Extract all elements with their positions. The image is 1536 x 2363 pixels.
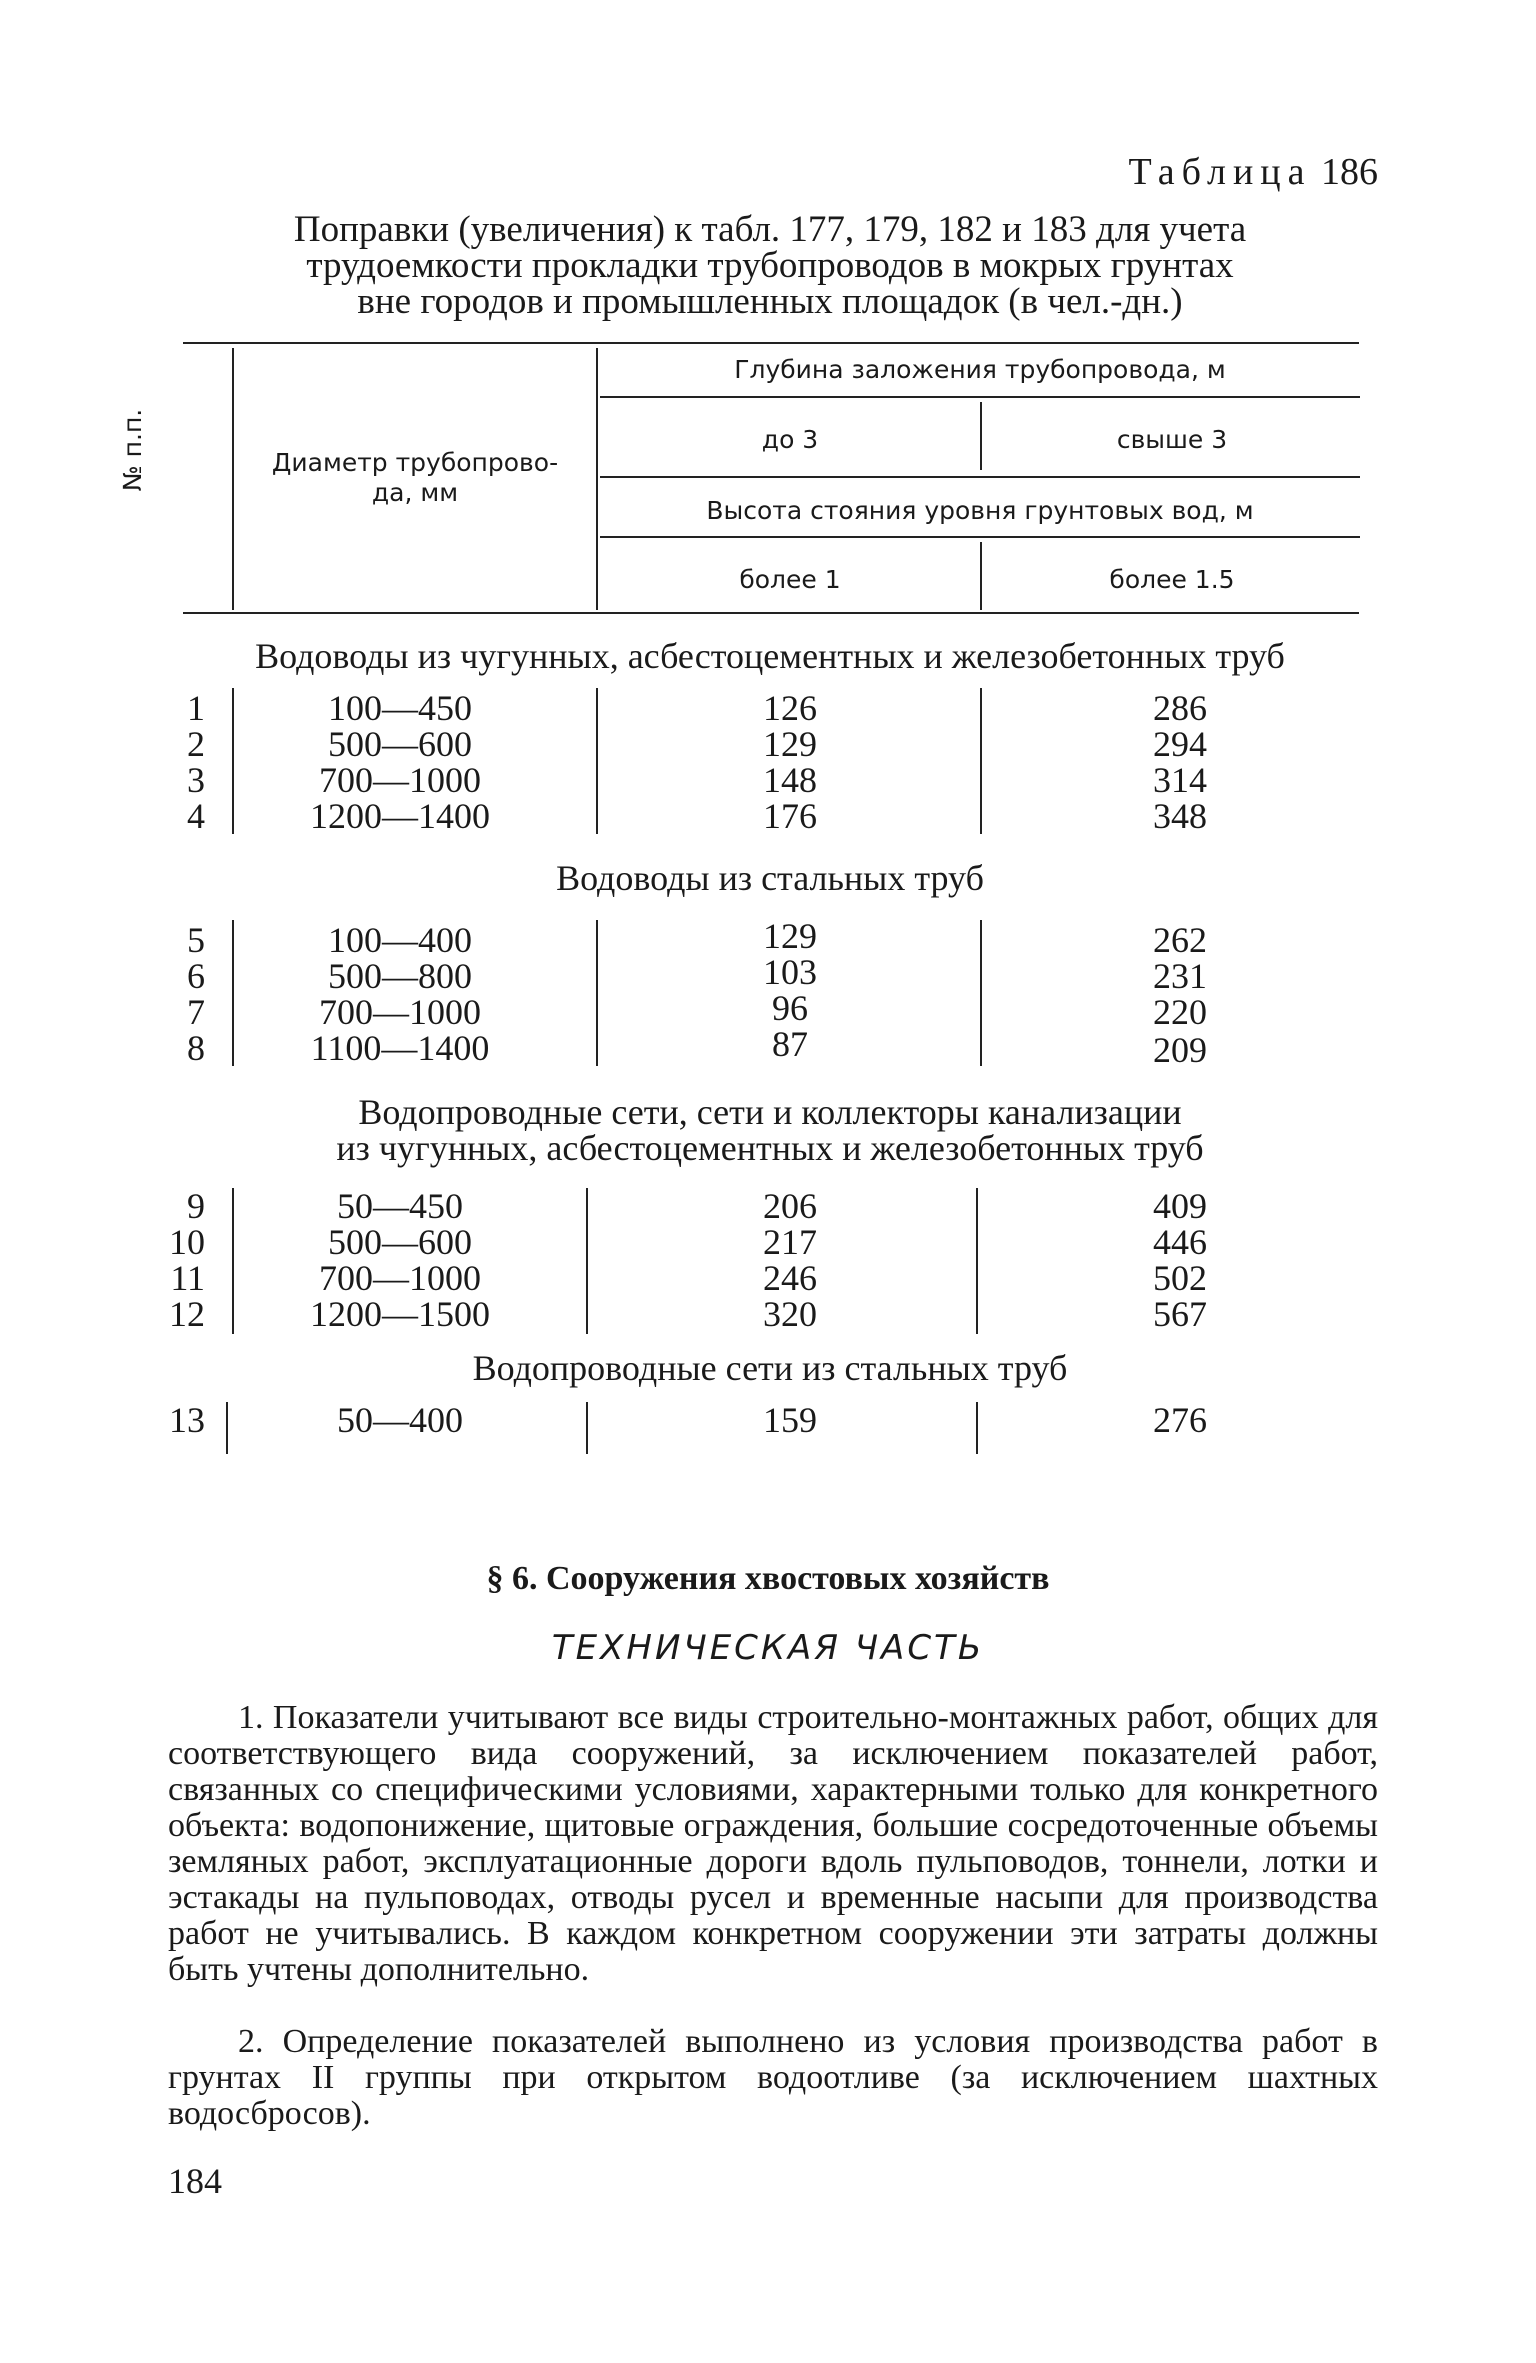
column-divider	[980, 920, 982, 1066]
row-value-high: 209	[1153, 1030, 1207, 1070]
row-diameter: 1100—1400	[310, 1028, 490, 1068]
header-groundwater: Высота стояния уровня грунтовых вод, м	[706, 496, 1254, 525]
table-caption-line: вне городов и промышленных площадок (в чел.-дн.)	[357, 281, 1183, 322]
row-diameter: 500—800	[328, 956, 472, 996]
column-divider	[596, 688, 598, 834]
table-caption-line: Поправки (увеличения) к табл. 177, 179, 182 и 183 для учета	[293, 209, 1247, 250]
row-diameter: 700—1000	[319, 1258, 481, 1298]
row-value-low: 159	[763, 1400, 817, 1440]
row-number: 7	[187, 992, 205, 1032]
row-number: 13	[169, 1400, 205, 1440]
row-number: 2	[187, 724, 205, 764]
row-value-low: 126	[763, 688, 817, 728]
section-title: Водопроводные сети, сети и коллекторы канализации	[358, 1092, 1182, 1132]
header-diameter-line1: Диаметр трубопрово-	[271, 448, 559, 477]
page-number: 184	[168, 2161, 222, 2201]
row-number: 5	[187, 920, 205, 960]
row-value-high: 262	[1153, 920, 1207, 960]
row-value-low: 103	[763, 952, 817, 992]
paragraph: 2. Определение показателей выполнено из условия производства работ в грунтах II группы при открытом водоотливе (за исключением шахтных водосбросов).	[168, 2023, 1378, 2132]
row-diameter: 100—450	[328, 688, 472, 728]
section-title: Водоводы из стальных труб	[556, 858, 984, 898]
row-number: 10	[169, 1222, 205, 1262]
header-divider	[596, 348, 598, 610]
row-value-high: 502	[1153, 1258, 1207, 1298]
header-depth: Глубина заложения трубопровода, м	[734, 355, 1226, 384]
table-label-word: Таблица	[1128, 151, 1312, 193]
row-value-high: 294	[1153, 724, 1207, 764]
header-rule	[600, 536, 1360, 538]
row-value-low: 246	[763, 1258, 817, 1298]
header-rule	[600, 476, 1360, 478]
header-depth-high: свыше 3	[1116, 425, 1228, 454]
row-diameter: 1200—1400	[310, 796, 490, 836]
row-number: 1	[187, 688, 205, 728]
table-caption-line: трудоемкости прокладки трубопроводов в мокрых грунтах	[306, 245, 1234, 286]
part-heading: ТЕХНИЧЕСКАЯ ЧАСТЬ	[551, 1628, 985, 1668]
column-divider	[596, 920, 598, 1066]
row-value-high: 446	[1153, 1222, 1207, 1262]
row-value-low: 129	[763, 724, 817, 764]
section-title: Водопроводные сети из стальных труб	[472, 1348, 1068, 1388]
row-value-low: 87	[772, 1024, 808, 1064]
table-label-number: 186	[1321, 151, 1378, 193]
row-diameter: 500—600	[328, 724, 472, 764]
header-divider	[232, 348, 234, 610]
row-value-high: 231	[1153, 956, 1207, 996]
section-heading: § 6. Сооружения хвостовых хозяйств	[486, 1560, 1050, 1597]
column-divider	[232, 688, 234, 834]
column-divider	[232, 1188, 234, 1334]
row-number: 8	[187, 1028, 205, 1068]
row-value-low: 148	[763, 760, 817, 800]
header-gw-low: более 1	[739, 565, 841, 594]
header-gw-high: более 1.5	[1109, 565, 1235, 594]
row-number: 11	[170, 1258, 205, 1298]
section-title: Водоводы из чугунных, асбестоцементных и железобетонных труб	[255, 636, 1285, 676]
row-value-high: 409	[1153, 1186, 1207, 1226]
row-number: 12	[169, 1294, 205, 1334]
section-title: из чугунных, асбестоцементных и железобетонных труб	[336, 1128, 1204, 1168]
row-value-low: 206	[763, 1186, 817, 1226]
row-diameter: 700—1000	[319, 760, 481, 800]
row-diameter: 50—450	[337, 1186, 463, 1226]
column-divider	[586, 1188, 588, 1334]
row-diameter: 700—1000	[319, 992, 481, 1032]
table-header-bottom-rule	[183, 612, 1359, 614]
column-divider	[232, 920, 234, 1066]
row-value-low: 129	[763, 916, 817, 956]
row-value-low: 217	[763, 1222, 817, 1262]
row-value-low: 320	[763, 1294, 817, 1334]
row-value-low: 96	[772, 988, 808, 1028]
row-value-high: 314	[1153, 760, 1207, 800]
column-divider	[226, 1402, 228, 1454]
column-divider	[980, 688, 982, 834]
row-value-high: 348	[1153, 796, 1207, 836]
header-depth-low: до 3	[761, 425, 819, 454]
row-number: 3	[187, 760, 205, 800]
column-divider	[586, 1402, 588, 1454]
row-number: 9	[187, 1186, 205, 1226]
paragraph: 1. Показатели учитывают все виды строительно-монтажных работ, общих для соответствующего вида сооружений, за исключением показателей работ, связанных со специфическими условиями, характерными только для конкретного объекта: водопонижение, щитовые ограждения, большие сосредоточенные объемы земляных работ, эксплуатационные дороги вдоль пульповодов, тоннели, лотки и эстакады на пульповодах, отводы русел и временные насыпи для производства работ не учитывались. В каждом конкретном сооружении эти затраты должны быть учтены дополнительно.	[168, 1699, 1378, 1988]
row-diameter: 500—600	[328, 1222, 472, 1262]
row-diameter: 100—400	[328, 920, 472, 960]
header-rule	[600, 396, 1360, 398]
row-value-high: 286	[1153, 688, 1207, 728]
table-label	[0, 150, 1378, 194]
row-value-high: 220	[1153, 992, 1207, 1032]
row-diameter: 1200—1500	[310, 1294, 490, 1334]
header-number: № п.п.	[118, 408, 147, 492]
row-value-high: 276	[1153, 1400, 1207, 1440]
row-value-low: 176	[763, 796, 817, 836]
row-diameter: 50—400	[337, 1400, 463, 1440]
row-value-high: 567	[1153, 1294, 1207, 1334]
header-diameter-line2: да, мм	[371, 478, 459, 507]
table-top-rule	[183, 342, 1359, 344]
row-number: 6	[187, 956, 205, 996]
row-number: 4	[187, 796, 205, 836]
